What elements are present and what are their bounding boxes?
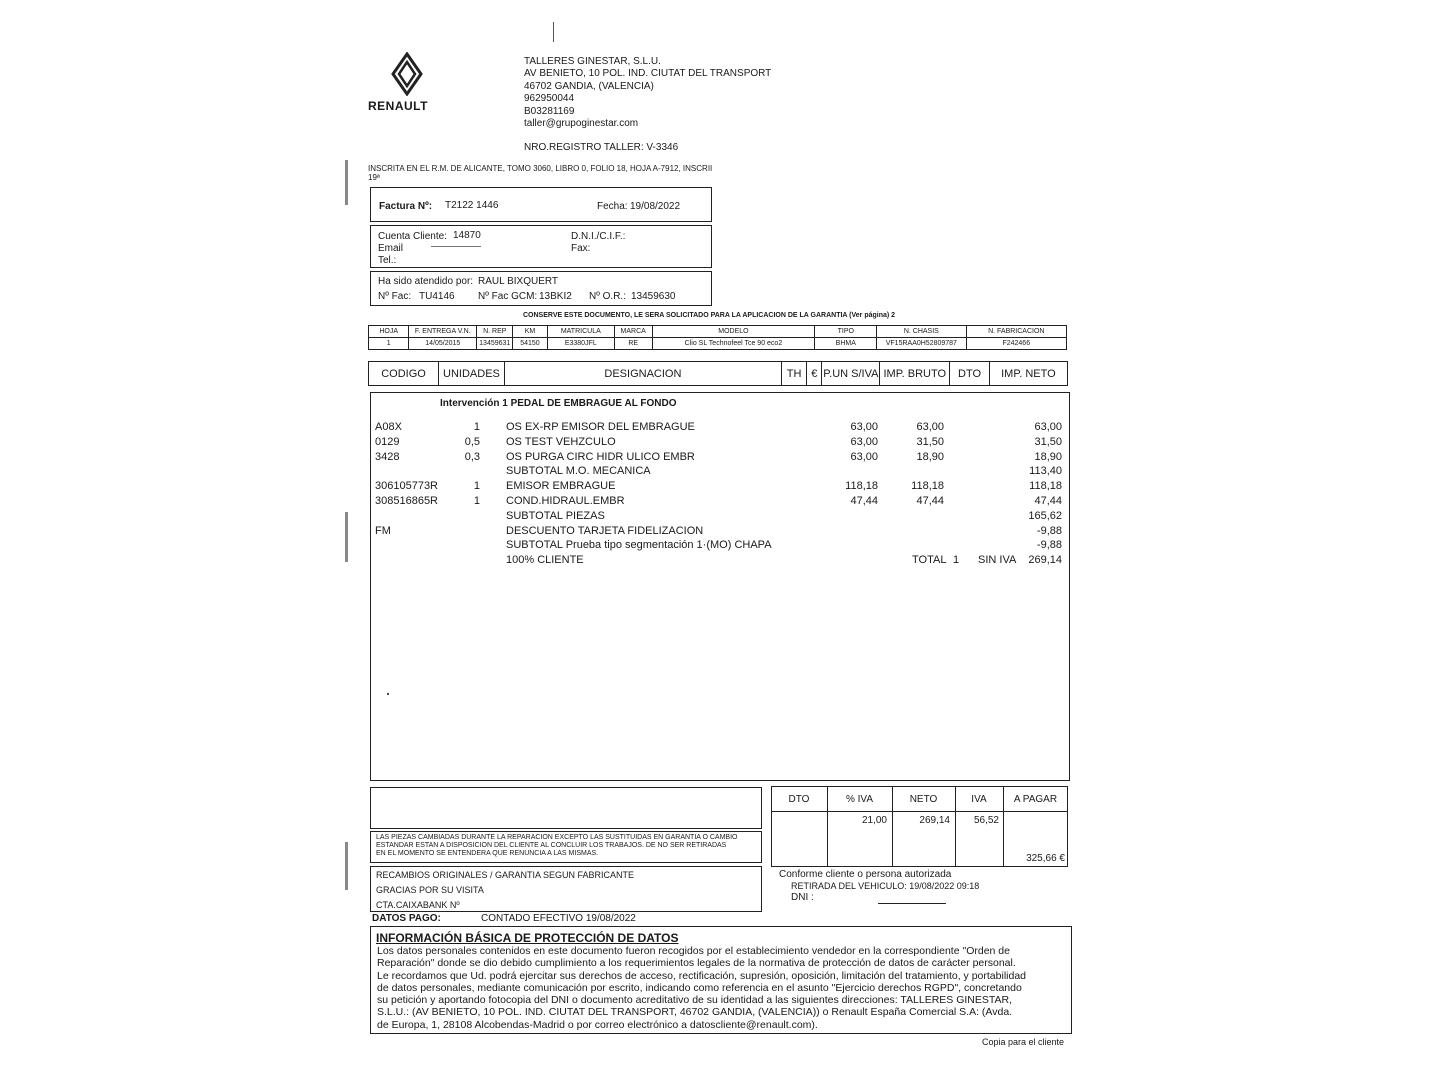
total-label: TOTAL (912, 554, 947, 566)
vehicle-header: KM (513, 326, 548, 338)
proteccion-line: Reparación" donde se dio debido cumplimiento a los requerimientos legales de la normativa de protección de datos de carácter personal. (377, 957, 1016, 970)
item-neto: 118,18 (1029, 480, 1062, 493)
item-neto: 18,90 (1034, 450, 1062, 463)
proteccion-line: de Europa, 1, 28108 Alcobendas-Madrid o por correo electrónico a datoscliente@renault.com). (377, 1018, 818, 1031)
vehicle-header: MARCA (614, 326, 652, 338)
company-info (524, 56, 771, 130)
item-desc: SUBTOTAL M.O. MECANICA (506, 465, 651, 478)
items-header-row (369, 362, 1068, 386)
item-units: 1 (473, 495, 480, 507)
vehicle-value: 54150 (513, 338, 548, 350)
conforme-retirada: RETIRADA DEL VEHICULO: 19/08/2022 09:18 (791, 881, 980, 891)
piezas-note-line: LAS PIEZAS CAMBIADAS DURANTE LA REPARACION EXCEPTO LAS SUSTITUIDAS EN GARANTIA O CAMBIO (376, 834, 738, 841)
vehicle-value: BHMA (815, 338, 877, 350)
vehicle-table (368, 325, 1067, 350)
proteccion-line: S.L.U.: (AV BENIETO, 10 POL. IND. CIUTAT DEL TRANSPORT, 46702 GANDIA, (VALENCIA)) o Renault España Comercial S.A: (Avda. (377, 1006, 1013, 1019)
vehicle-value: RE (614, 338, 652, 350)
scan-mark (345, 160, 348, 205)
item-units: 1 (473, 480, 480, 493)
item-units: 0,3 (464, 450, 480, 463)
item-code: 306105773R (375, 480, 439, 493)
conforme-dni: DNI : (791, 892, 814, 903)
item-desc: SUBTOTAL Prueba tipo segmentación 1·(MO) CHAPA (506, 539, 772, 552)
piezas-note-box (370, 831, 762, 863)
company-email: taller@grupoginestar.com (524, 118, 639, 130)
vehicle-value: F242466 (966, 338, 1066, 350)
attended-box (370, 271, 712, 306)
piezas-note-line: ESTANDAR ESTAN A DISPOSICION DEL CLIENTE AL CONCLUIR LOS TRABAJOS. DE NO SER RETIRADAS (376, 842, 727, 849)
totals-header-dto: DTO (788, 794, 810, 805)
intervention-title: Intervención 1 PEDAL DE EMBRAGUE AL FONDO (440, 398, 677, 409)
cuenta-label: Cuenta Cliente: (378, 231, 447, 242)
items-header-neto: IMP. NETO (989, 362, 1067, 386)
item-desc: OS EX-RP EMISOR DEL EMBRAGUE (506, 421, 695, 433)
item-desc: SUBTOTAL PIEZAS (506, 509, 605, 522)
registro-taller: NRO.REGISTRO TALLER: V-3346 (524, 142, 679, 153)
item-code: FM (375, 524, 391, 537)
inscrita-line-2: 19ª (368, 173, 380, 182)
item-neto: -9,88 (1036, 524, 1062, 537)
vehicle-header: TIPO (815, 326, 877, 338)
item-desc: OS TEST VEHZCULO (506, 435, 616, 448)
scan-mark (345, 512, 348, 562)
vehicle-header: MATRICULA (547, 326, 614, 338)
nfac-label: Nº Fac: (378, 291, 412, 302)
item-code: A08X (375, 421, 402, 433)
item-pun: 47,44 (850, 495, 878, 507)
vehicle-header-row (369, 326, 1067, 338)
item-neto: 47,44 (1034, 495, 1062, 507)
datos-pago-value: CONTADO EFECTIVO 19/08/2022 (481, 913, 636, 924)
item-pun: 118,18 (845, 480, 878, 493)
items-header-table (368, 361, 1068, 386)
atendido-label: Ha sido atendido por: (378, 276, 474, 287)
vehicle-header: F. ENTREGA V.N. (409, 326, 477, 338)
datos-pago-label: DATOS PAGO: (372, 913, 441, 924)
vehicle-value: E3380JFL (547, 338, 614, 350)
fecha-label: Fecha: (597, 201, 628, 212)
proteccion-line: de datos personales, mediante comunicación por escrito, indicando como referencia en el asunto "Ejercicio derechos RGPD", concretando (377, 981, 1022, 994)
item-desc: DESCUENTO TARJETA FIDELIZACION (506, 524, 704, 537)
atendido-value: RAUL BIXQUERT (478, 276, 559, 287)
item-desc: OS PURGA CIRC HIDR ULICO EMBR (506, 450, 695, 463)
scan-mark (553, 22, 554, 42)
proteccion-box (370, 926, 1072, 1034)
items-header-dto: DTO (950, 362, 990, 386)
fecha-value: 19/08/2022 (630, 201, 681, 212)
item-desc: COND.HIDRAUL.EMBR (506, 495, 625, 507)
factura-label: Factura Nº: (379, 201, 433, 212)
gcm-value: 13BKI2 (539, 291, 572, 302)
conserve-note: CONSERVE ESTE DOCUMENTO, LE SERA SOLICITADO PARA LA APLICACION DE LA GARANTIA (Ver página) 2 (523, 312, 896, 319)
item-code: 0129 (375, 435, 400, 448)
vehicle-header: MODELO (652, 326, 815, 338)
renault-diamond-icon (375, 52, 439, 96)
vehicle-header: N. FABRICACION (966, 326, 1066, 338)
fax-label: Fax: (571, 243, 591, 254)
item-neto: 113,40 (1029, 465, 1062, 478)
total-count: 1 (953, 554, 960, 566)
company-city: 46702 GANDIA, (VALENCIA) (524, 80, 654, 92)
item-pun: 63,00 (850, 435, 878, 448)
item-pun: 63,00 (850, 421, 878, 433)
conforme-title: Conforme cliente o persona autorizada (779, 869, 952, 880)
items-header-euro: € (807, 362, 822, 386)
item-units: 1 (473, 421, 480, 433)
totals-header-a-pagar: A PAGAR (1013, 794, 1058, 805)
items-header-th: TH (781, 362, 806, 386)
item-bruto: 31,50 (916, 435, 944, 448)
totals-a-pagar: 325,66 € (1026, 853, 1065, 864)
recambios-line: GRACIAS POR SU VISITA (376, 885, 484, 895)
nfac-value: TU4146 (419, 291, 455, 302)
item-neto: 63,00 (1034, 421, 1062, 433)
items-header-bruto: IMP. BRUTO (880, 362, 950, 386)
factura-value: T2122 1446 (445, 200, 499, 211)
items-header-pun: P.UN S/IVA (822, 362, 880, 386)
item-neto: 31,50 (1034, 435, 1062, 448)
client-box (370, 225, 712, 268)
inscrita-line: INSCRITA EN EL R.M. DE ALICANTE, TOMO 3060, LIBRO 0, FOLIO 18, HOJA A-7912, INSCRII (368, 164, 713, 173)
renault-logo (368, 52, 439, 113)
items-header-unidades: UNIDADES (439, 362, 505, 386)
totals-iva: 56,52 (973, 815, 999, 826)
cuenta-value: 14870 (453, 230, 481, 241)
item-code: 3428 (375, 450, 400, 463)
company-phone: 962950044 (524, 93, 575, 105)
notes-box (370, 787, 762, 829)
item-desc: 100% CLIENTE (506, 554, 584, 567)
email-label: Email (378, 243, 404, 254)
scan-mark (345, 842, 348, 890)
copia-cliente: Copia para el cliente (982, 1037, 1065, 1047)
vehicle-value: VF15RAA0H52809787 (877, 338, 966, 350)
items-header-designacion: DESIGNACION (504, 362, 781, 386)
item-bruto: 118,18 (911, 480, 944, 493)
totals-header-pct-iva: % IVA (845, 794, 874, 805)
invoice-box (370, 187, 712, 222)
company-name: TALLERES GINESTAR, S.L.U. (524, 56, 661, 67)
item-neto: 269,14 (1028, 554, 1062, 567)
vehicle-value: 13459631 (477, 338, 513, 350)
item-neto: 165,62 (1028, 509, 1062, 522)
vehicle-value: Clio SL Technofeel Tce 90 eco2 (652, 338, 815, 350)
stray-dot (387, 693, 389, 695)
recambios-box (370, 866, 762, 912)
logo-text: RENAULT (368, 99, 428, 113)
redacted-email (431, 246, 481, 247)
piezas-note-line: EN EL MOMENTO SE ENTENDERA QUE RENUNCIA A LAS MISMAS. (376, 850, 599, 857)
vehicle-value: 1 (369, 338, 409, 350)
company-address: AV BENIETO, 10 POL. IND. CIUTAT DEL TRANSPORT (524, 68, 772, 80)
vehicle-header: N. CHASIS (877, 326, 966, 338)
proteccion-line: Los datos personales contenidos en este documento fueron recogidos por el establecimiento vendedor en la correspondiente "Orden de (377, 945, 1010, 957)
item-bruto: 47,44 (916, 495, 944, 507)
company-cif: B03281169 (524, 105, 575, 117)
or-value: 13459630 (631, 291, 676, 302)
totals-header-divider (771, 811, 1068, 812)
proteccion-text (377, 945, 1026, 1031)
items-header-codigo: CODIGO (369, 362, 439, 386)
item-neto: -9,88 (1036, 539, 1062, 552)
gcm-label: Nº Fac GCM: (478, 291, 538, 302)
recambios-line: RECAMBIOS ORIGINALES / GARANTIA SEGUN FABRICANTE (376, 870, 635, 880)
proteccion-line: Le recordamos que Ud. podrá ejercitar sus derechos de acceso, rectificación, supresión, oposición, limitación del tratamiento, y portabilidad (377, 969, 1027, 982)
vehicle-value: 14/05/2015 (409, 338, 477, 350)
item-pun: 63,00 (850, 450, 878, 463)
totals-pct-iva: 21,00 (861, 815, 887, 826)
recambios-line: CTA.CAIXABANK Nº (376, 900, 460, 910)
item-desc: EMISOR EMBRAGUE (506, 480, 616, 493)
vehicle-value-row (369, 338, 1067, 350)
dni-label: D.N.I./C.I.F.: (571, 231, 626, 242)
or-label: Nº O.R.: (589, 291, 626, 302)
item-units: 0,5 (464, 435, 480, 448)
total-sin-iva: SIN IVA (978, 554, 1017, 566)
item-bruto: 18,90 (916, 450, 944, 463)
totals-neto: 269,14 (919, 815, 950, 826)
item-bruto: 63,00 (916, 421, 944, 433)
vehicle-header: HOJA (369, 326, 409, 338)
totals-header-iva: IVA (971, 794, 987, 805)
tel-label: Tel.: (378, 255, 397, 266)
item-code: 308516865R (375, 495, 439, 507)
vehicle-header: N. REP (477, 326, 513, 338)
totals-header-neto: NETO (909, 794, 938, 805)
proteccion-title: INFORMACIÓN BÁSICA DE PROTECCIÓN DE DATOS (376, 931, 679, 945)
signature-line (878, 903, 946, 904)
proteccion-line: su petición y aportando fotocopia del DNI o documento acreditativo de su identidad a las siguientes direcciones: TALLERES GINESTAR, (377, 994, 1013, 1007)
